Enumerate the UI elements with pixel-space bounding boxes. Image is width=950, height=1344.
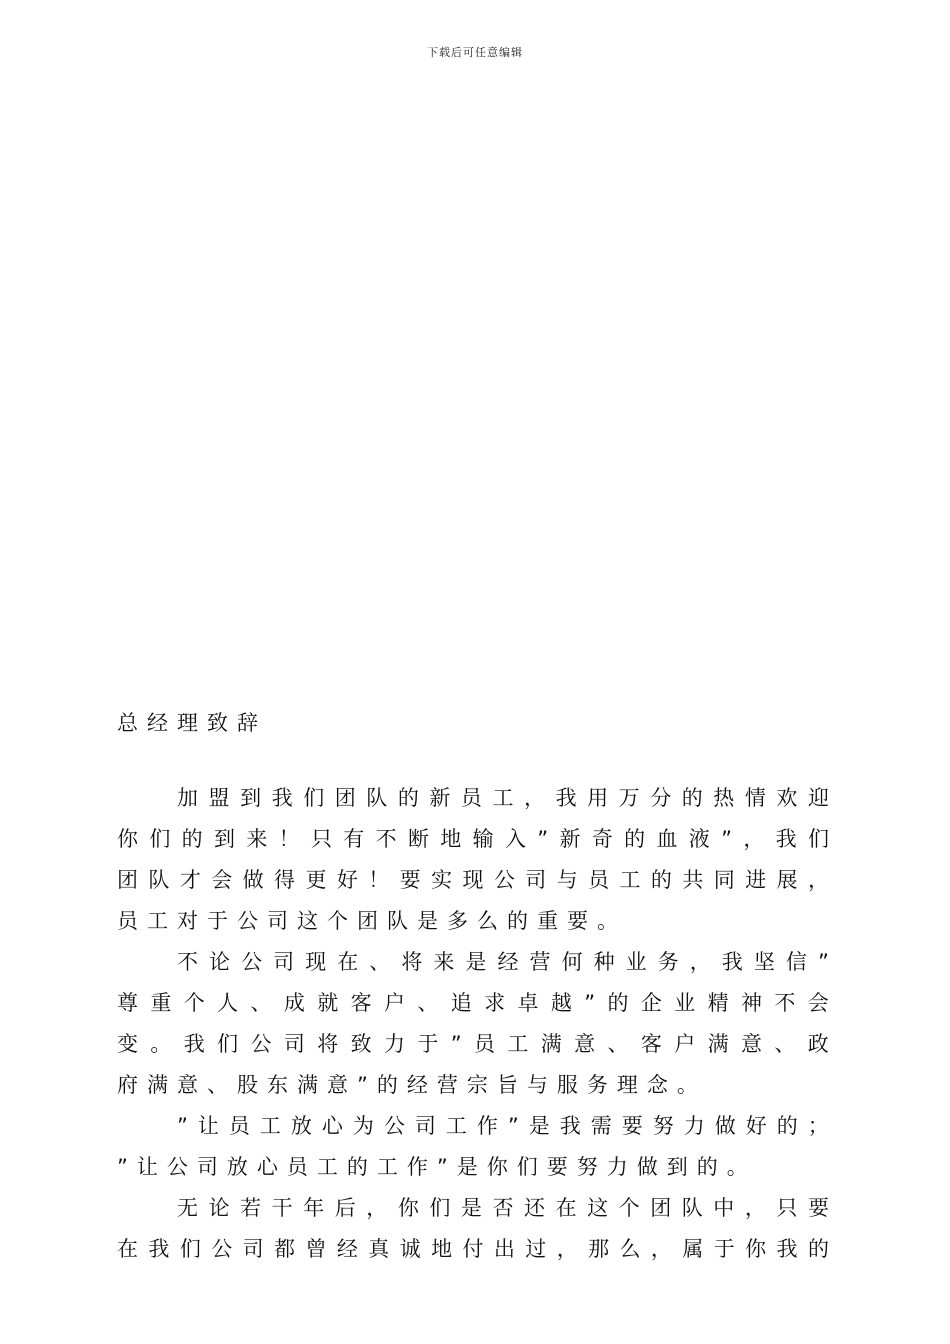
paragraph-line: 员工对于公司这个团队是多么的重要。 [117, 909, 627, 933]
paragraph-line: 不 论 公 司 现 在 、 将 来 是 经 营 何 种 业 务 ， 我 坚 信 ” [177, 950, 829, 974]
paragraph-line: 加 盟 到 我 们 团 队 的 新 员 工 ， 我 用 万 分 的 热 情 欢 迎 [177, 786, 829, 810]
document-title: 总经理致辞 [117, 711, 267, 735]
paragraph-line: 变 。 我 们 公 司 将 致 力 于 ” 员 工 满 意 、 客 户 满 意 、 政 [117, 1032, 829, 1056]
paragraph-line: 团 队 才 会 做 得 更 好 ！ 要 实 现 公 司 与 员 工 的 共 同 进 展 ， [117, 868, 829, 892]
paragraph-line: ” 让 员 工 放 心 为 公 司 工 作 ” 是 我 需 要 努 力 做 好 的 ； [177, 1114, 829, 1138]
paragraph-line: 在 我 们 公 司 都 曾 经 真 诚 地 付 出 过 ， 那 么 ， 属 于 你 我 的 [117, 1237, 829, 1261]
paragraph-line: 尊 重 个 人 、 成 就 客 户 、 追 求 卓 越 ” 的 企 业 精 神 不 会 [117, 991, 829, 1015]
paragraph-line: 无 论 若 干 年 后 ， 你 们 是 否 还 在 这 个 团 队 中 ， 只 要 [177, 1196, 829, 1220]
paragraph-line: 你 们 的 到 来 ！ 只 有 不 断 地 输 入 ” 新 奇 的 血 液 ” ， 我 们 [117, 827, 829, 851]
paragraph-line: 府满意、股东满意”的经营宗旨与服务理念。 [117, 1073, 707, 1097]
document-body [117, 778, 829, 1270]
paragraph-line: ”让公司放心员工的工作”是你们要努力做到的。 [117, 1155, 757, 1179]
page-header: 下载后可任意编辑 [427, 46, 523, 59]
